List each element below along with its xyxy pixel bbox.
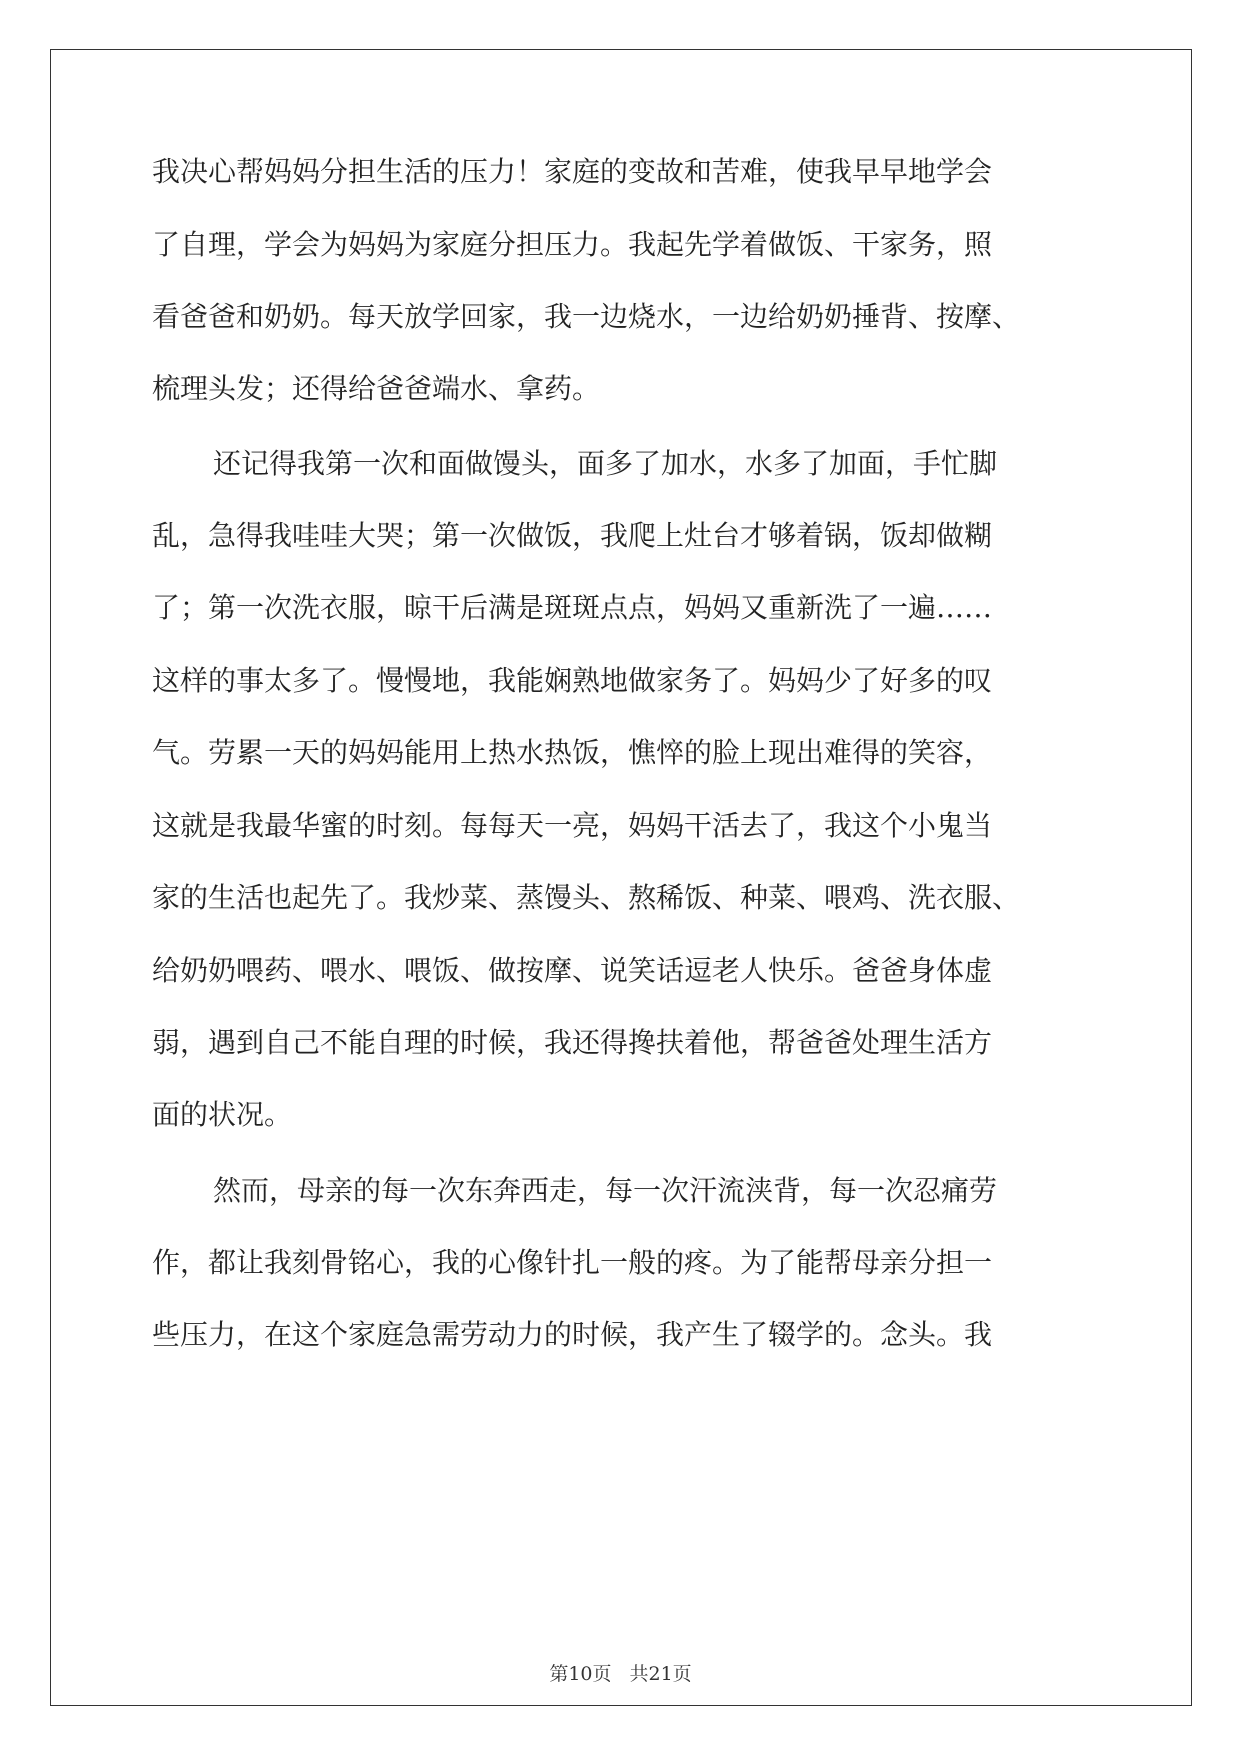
- text-line: 弱，遇到自己不能自理的时候，我还得搀扶着他，帮爸爸处理生活方: [152, 1026, 993, 1059]
- text-line: 这就是我最华蜜的时刻。每每天一亮，妈妈干活去了，我这个小鬼当: [152, 809, 993, 842]
- page-footer: [0, 1662, 1241, 1686]
- text-line: 气。劳累一天的妈妈能用上热水热饭，憔悴的脸上现出难得的笑容，: [152, 736, 993, 769]
- page-border: [50, 49, 1192, 1706]
- text-line: 些压力，在这个家庭急需劳动力的时候，我产生了辍学的。念头。我: [152, 1318, 993, 1351]
- text-line: 面的状况。: [152, 1098, 293, 1131]
- text-line: 梳理头发；还得给爸爸端水、拿药。: [152, 372, 601, 405]
- text-line: 然而，母亲的每一次东奔西走，每一次汗流浃背，每一次忍痛劳: [213, 1174, 998, 1207]
- text-line: 我决心帮妈妈分担生活的压力！家庭的变故和苦难，使我早早地学会: [152, 155, 993, 188]
- text-line: 还记得我第一次和面做馒头，面多了加水，水多了加面，手忙脚: [213, 447, 998, 480]
- page-number: 第10页: [549, 1663, 612, 1685]
- text-line: 作，都让我刻骨铭心，我的心像针扎一般的疼。为了能帮母亲分担一: [152, 1246, 993, 1279]
- text-line: 看爸爸和奶奶。每天放学回家，我一边烧水，一边给奶奶捶背、按摩、: [152, 300, 1021, 333]
- text-line: 了自理，学会为妈妈为家庭分担压力。我起先学着做饭、干家务，照: [152, 228, 993, 261]
- text-line: 家的生活也起先了。我炒菜、蒸馒头、熬稀饭、种菜、喂鸡、洗衣服、: [152, 881, 1021, 914]
- text-line: 乱，急得我哇哇大哭；第一次做饭，我爬上灶台才够着锅，饭却做糊: [152, 519, 993, 552]
- page-total: 共21页: [629, 1663, 692, 1685]
- text-line: 了；第一次洗衣服，晾干后满是斑斑点点，妈妈又重新洗了一遍……: [152, 591, 993, 624]
- text-line: 这样的事太多了。慢慢地，我能娴熟地做家务了。妈妈少了好多的叹: [152, 664, 993, 697]
- text-line: 给奶奶喂药、喂水、喂饭、做按摩、说笑话逗老人快乐。爸爸身体虚: [152, 954, 993, 987]
